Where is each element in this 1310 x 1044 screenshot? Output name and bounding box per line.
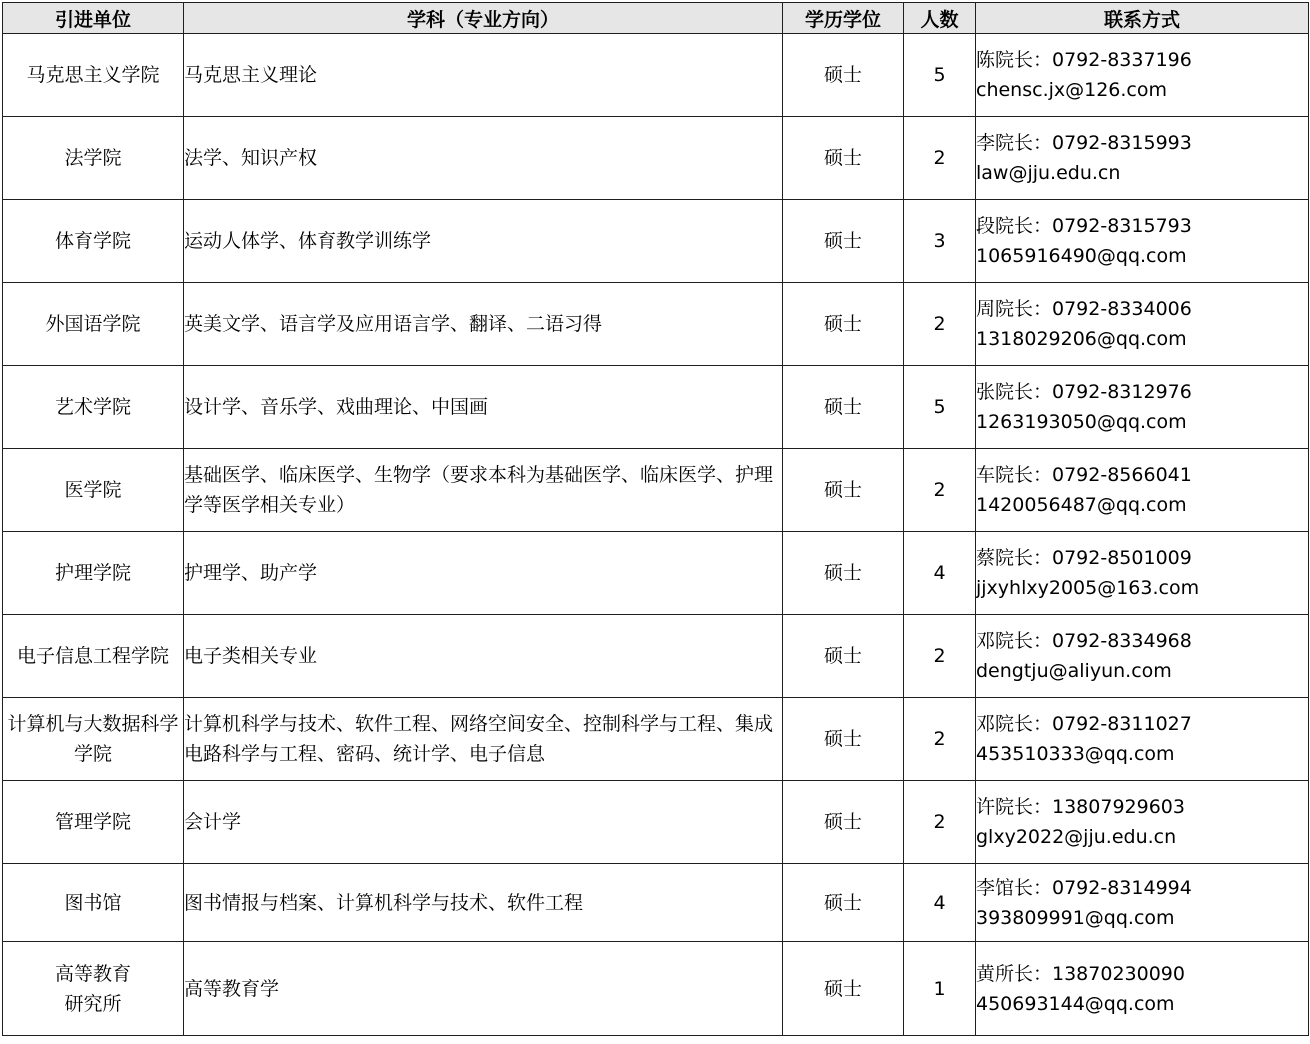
subject-cell: 电子类相关专业	[184, 615, 783, 698]
count-cell: 4	[904, 864, 976, 942]
contact-cell	[976, 200, 1309, 283]
unit-line: 研究所	[64, 992, 122, 1015]
unit-cell: 医学院	[3, 449, 184, 532]
contact-phone: 陈院长：0792-8337196	[976, 49, 1192, 71]
header-count: 人数	[904, 3, 976, 34]
count-cell: 2	[904, 615, 976, 698]
table-row	[3, 34, 1309, 117]
header-subject: 学科（专业方向）	[184, 3, 783, 34]
contact-cell	[976, 615, 1309, 698]
subject-cell: 高等教育学	[184, 942, 783, 1036]
count-cell: 2	[904, 449, 976, 532]
table-row	[3, 449, 1309, 532]
unit-cell: 马克思主义学院	[3, 34, 184, 117]
degree-cell: 硕士	[783, 200, 904, 283]
degree-cell: 硕士	[783, 366, 904, 449]
header-degree: 学历学位	[783, 3, 904, 34]
contact-email: 1263193050@qq.com	[976, 411, 1187, 433]
contact-email: 1318029206@qq.com	[976, 328, 1187, 350]
contact-cell	[976, 781, 1309, 864]
count-cell: 5	[904, 34, 976, 117]
table-row	[3, 283, 1309, 366]
unit-cell: 管理学院	[3, 781, 184, 864]
contact-email: 393809991@qq.com	[976, 906, 1175, 929]
count-cell: 2	[904, 781, 976, 864]
count-cell: 2	[904, 283, 976, 366]
subject-cell: 法学、知识产权	[184, 117, 783, 200]
subject-cell: 图书情报与档案、计算机科学与技术、软件工程	[184, 864, 783, 942]
count-cell: 2	[904, 117, 976, 200]
contact-phone: 李院长：0792-8315993	[976, 132, 1192, 154]
contact-email: 453510333@qq.com	[976, 743, 1175, 765]
count-cell: 4	[904, 532, 976, 615]
table-row	[3, 698, 1309, 781]
header-unit: 引进单位	[3, 3, 184, 34]
contact-cell	[976, 864, 1309, 942]
subject-cell: 会计学	[184, 781, 783, 864]
contact-email: dengtju@aliyun.com	[976, 660, 1172, 682]
header-contact: 联系方式	[976, 3, 1309, 34]
contact-phone: 邓院长：0792-8334968	[976, 630, 1192, 652]
contact-email: glxy2022@jju.edu.cn	[976, 826, 1177, 848]
subject-cell: 运动人体学、体育教学训练学	[184, 200, 783, 283]
subject-cell: 基础医学、临床医学、生物学（要求本科为基础医学、临床医学、护理学等医学相关专业）	[184, 449, 783, 532]
unit-cell: 体育学院	[3, 200, 184, 283]
contact-email: 450693144@qq.com	[976, 992, 1175, 1015]
contact-email: 1065916490@qq.com	[976, 245, 1187, 267]
contact-cell	[976, 117, 1309, 200]
degree-cell: 硕士	[783, 283, 904, 366]
table-row	[3, 615, 1309, 698]
unit-cell: 法学院	[3, 117, 184, 200]
contact-phone: 邓院长：0792-8311027	[976, 713, 1192, 735]
contact-email: 1420056487@qq.com	[976, 494, 1187, 516]
contact-phone: 张院长：0792-8312976	[976, 381, 1192, 403]
degree-cell: 硕士	[783, 698, 904, 781]
unit-cell: 艺术学院	[3, 366, 184, 449]
table-row	[3, 366, 1309, 449]
table-row	[3, 117, 1309, 200]
contact-phone: 李馆长：0792-8314994	[976, 876, 1192, 899]
contact-cell	[976, 942, 1309, 1036]
count-cell: 5	[904, 366, 976, 449]
degree-cell: 硕士	[783, 117, 904, 200]
degree-cell: 硕士	[783, 615, 904, 698]
contact-phone: 段院长：0792-8315793	[976, 215, 1192, 237]
unit-line: 高等教育	[54, 962, 131, 985]
table-row	[3, 781, 1309, 864]
contact-phone: 车院长：0792-8566041	[976, 464, 1192, 486]
unit-cell: 计算机与大数据科学学院	[3, 698, 184, 781]
contact-phone: 周院长：0792-8334006	[976, 298, 1192, 320]
count-cell: 2	[904, 698, 976, 781]
contact-email: jjxyhlxy2005@163.com	[976, 577, 1200, 599]
contact-phone: 蔡院长：0792-8501009	[976, 547, 1192, 569]
degree-cell: 硕士	[783, 532, 904, 615]
table-row	[3, 942, 1309, 1036]
table-row	[3, 864, 1309, 942]
recruitment-table	[2, 2, 1309, 1036]
unit-cell: 图书馆	[3, 864, 184, 942]
subject-cell: 马克思主义理论	[184, 34, 783, 117]
unit-cell	[3, 942, 184, 1036]
contact-email: law@jju.edu.cn	[976, 162, 1121, 184]
unit-cell: 护理学院	[3, 532, 184, 615]
degree-cell: 硕士	[783, 34, 904, 117]
contact-cell	[976, 532, 1309, 615]
subject-cell: 英美文学、语言学及应用语言学、翻译、二语习得	[184, 283, 783, 366]
contact-cell	[976, 366, 1309, 449]
degree-cell: 硕士	[783, 449, 904, 532]
subject-cell: 设计学、音乐学、戏曲理论、中国画	[184, 366, 783, 449]
subject-cell: 计算机科学与技术、软件工程、网络空间安全、控制科学与工程、集成电路科学与工程、密码、统计学、电子信息	[184, 698, 783, 781]
contact-cell	[976, 34, 1309, 117]
degree-cell: 硕士	[783, 942, 904, 1036]
degree-cell: 硕士	[783, 864, 904, 942]
count-cell: 1	[904, 942, 976, 1036]
contact-phone: 黄所长：13870230090	[976, 962, 1185, 985]
subject-cell: 护理学、助产学	[184, 532, 783, 615]
contact-cell	[976, 449, 1309, 532]
contact-cell	[976, 698, 1309, 781]
header-row	[3, 3, 1309, 34]
table-row	[3, 200, 1309, 283]
unit-cell: 电子信息工程学院	[3, 615, 184, 698]
contact-email: chensc.jx@126.com	[976, 79, 1168, 101]
count-cell: 3	[904, 200, 976, 283]
contact-cell	[976, 283, 1309, 366]
contact-phone: 许院长：13807929603	[976, 796, 1185, 818]
degree-cell: 硕士	[783, 781, 904, 864]
table-row	[3, 532, 1309, 615]
unit-cell: 外国语学院	[3, 283, 184, 366]
